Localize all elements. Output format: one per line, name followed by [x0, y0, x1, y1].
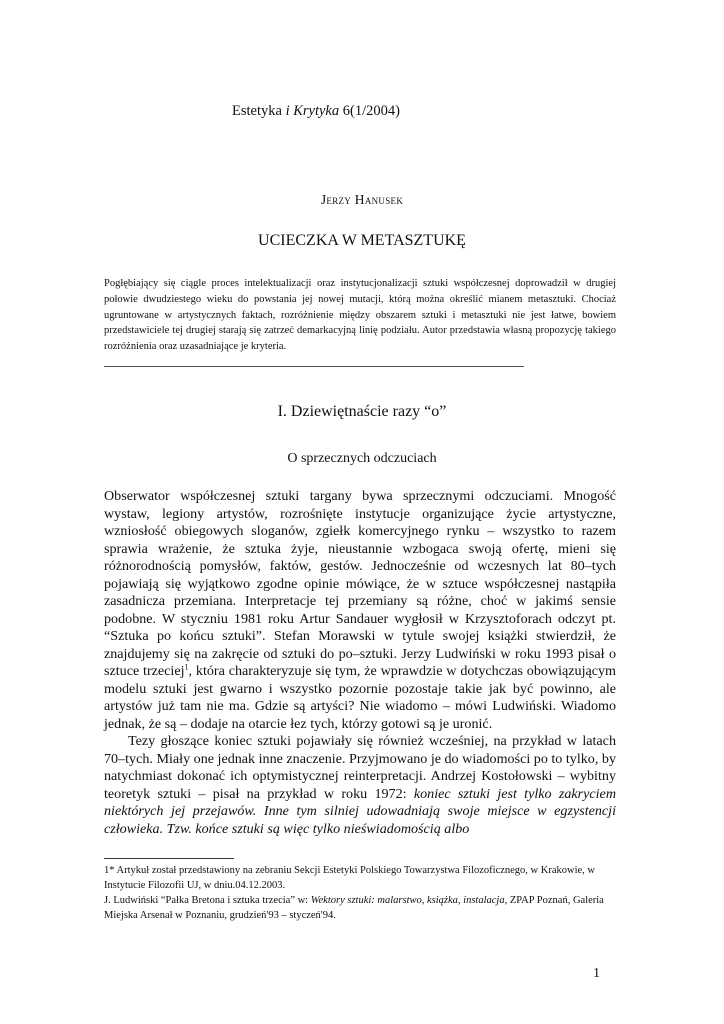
footnotes: [104, 863, 620, 923]
footnote-2: [104, 893, 620, 923]
journal-name-italic: i Krytyka: [285, 103, 340, 119]
page-number: 1: [593, 966, 600, 981]
footnote-2-part-a: J. Ludwiński “Pałka Bretona i sztuka trzecia” w:: [104, 895, 311, 906]
journal-issue: 6(1/2004): [339, 103, 400, 119]
abstract-divider: [104, 366, 524, 367]
abstract: Pogłębiający się ciągle proces intelektualizacji oraz instytucjonalizacji sztuki współczesnej doprowadził w drugiej połowie dwudziestego wieku do powstania jej nowej mutacji, którą można określić mianem metasztuki. Chociaż ugruntowane w artystycznych faktach, rozróżnienie między obszarem sztuki i metasztuki nie jest łatwe, bowiem przedstawiciele tej drugiej starają się zatrzeć demarkacyjną linię podziału. Autor przedstawia własną propozycję takiego rozróżnienia oraz uzasadniające je kryteria.: [104, 278, 616, 353]
journal-name: Estetyka: [232, 103, 286, 119]
section-title: I. Dziewiętnaście razy “o”: [277, 403, 447, 420]
body-text: [104, 488, 616, 838]
subsection-title: O sprzecznych odczuciach: [287, 451, 437, 466]
paragraph-1-part-a: Obserwator współczesnej sztuki targany bywa sprzecznymi odczuciami. Mnogość wystaw, legiony artystów, rozrośnięte instytucje organizujące życie artystyczne, wzniosłość obiegowych sloganów, zgiełk komercyjnego rynku – wszystko to razem sprawia wrażenie, że sztuka żyje, nieustannie wzbogaca swoją ofertę, mieni się różnorodnością pomysłów, faktów, gestów. Jednocześnie od wczesnych lat 80–tych pojawiają się wyjątkowo zgodne opinie mówiące, że w sztuce współczesnej nastąpiła zasadnicza przemiana. Interpretacje tej przemiany są różne, choć w jakimś sensie podobne. W styczniu 1981 roku Artur Sandauer wygłosił w Krzysztoforach odczyt pt. “Sztuka po końcu sztuki”. Stefan Morawski w tytule swojej książki stwierdził, że znajdujemy się na zakręcie od sztuki do po–sztuki. Jerzy Ludwiński w roku 1993 pisał o sztuce trzeciej: [104, 488, 616, 679]
footnote-ref[interactable]: 1: [184, 662, 189, 672]
paragraph-2-part-a: Tezy głoszące koniec sztuki pojawiały się również wcześniej, na przykład w latach 70–tych. Miały one jednak inne znaczenie. Przyjmowano je do wiadomości po to tylko, by natychmiast dokonać ich optymistycznej reinterpretacji. Andrzej Kostołowski – wybitny teoretyk sztuki – pisał na przykład w roku 1972:: [104, 733, 616, 802]
paragraph-2-quote: koniec sztuki jest tylko zakryciem niektórych jej przejawów. Inne tym silniej udowadniają swoje miejsce w egzystencji człowieka. Tzw. końce sztuki są więc tylko nieświadomością albo: [104, 785, 616, 837]
journal-header: [232, 103, 400, 120]
author-name: Jerzy Hanusek: [320, 192, 404, 207]
paragraph-2: [104, 733, 616, 838]
footnote-2-title: Wektory sztuki: malarstwo, książka, instalacja: [310, 895, 505, 906]
footnote-1: 1* Artykuł został przedstawiony na zebraniu Sekcji Estetyki Polskiego Towarzystwa Filozoficznego, w Krakowie, w Instytucie Filozofii UJ, w dniu.04.12.2003.: [104, 865, 595, 891]
footnote-2-part-b: , ZPAP Poznań, Galeria Miejska Arsenał w Poznaniu, grudzień'93 – styczeń'94.: [104, 895, 604, 921]
paragraph-1: [104, 488, 616, 733]
paragraph-1-part-b: , która charakteryzuje się tym, że wprawdzie w dotychczas obowiązującym modelu sztuki jest gwarno i wszystko pozornie pozostaje takie jak być powinno, ale artystów już tam nie ma. Gdzie są artyści? Nie wiadomo – mówi Ludwiński. Wiadomo jednak, że są – dodaje na otarcie łez tych, którzy gotowi są je uronić.: [104, 663, 617, 732]
footnote-divider: [104, 858, 234, 859]
article-title: UCIECZKA W METASZTUKĘ: [258, 232, 466, 249]
